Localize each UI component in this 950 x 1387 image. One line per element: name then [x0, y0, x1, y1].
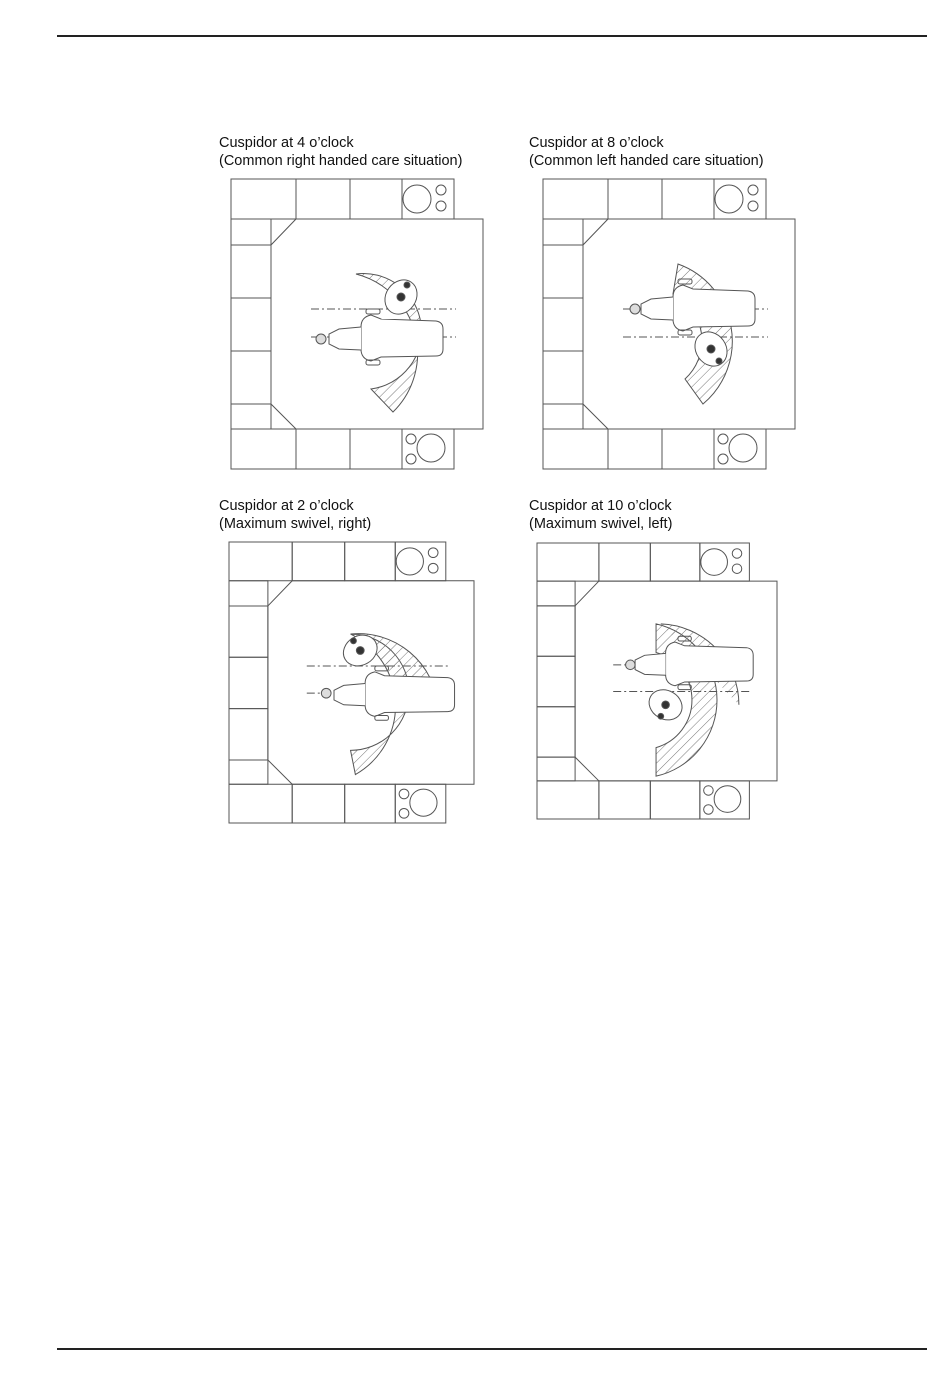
- cabinet-top-3: [350, 179, 402, 219]
- caption-title: Cuspidor at 2 o’clock: [219, 498, 354, 514]
- cabinet-top-3: [650, 543, 700, 581]
- cabinet-top-1: [231, 179, 296, 219]
- cabinet-bottom-3: [350, 429, 402, 469]
- caption-title: Cuspidor at 8 o’clock: [529, 135, 664, 151]
- sink-bottom: [402, 429, 454, 469]
- cabinet-left-1: [537, 581, 575, 606]
- dental-chair: [666, 642, 754, 686]
- cabinet-left-5: [543, 404, 583, 429]
- sink-top: [402, 179, 454, 219]
- sink-bottom: [714, 429, 766, 469]
- sink-bottom: [700, 781, 750, 819]
- cabinet-top-3: [662, 179, 714, 219]
- cabinet-left-4: [543, 351, 583, 404]
- cabinet-left-3: [229, 657, 268, 708]
- cuspidor: [321, 688, 331, 698]
- cabinet-left-2: [231, 245, 271, 298]
- cabinet-top-1: [229, 542, 292, 581]
- footer-rule: [57, 1348, 927, 1350]
- cabinet-top-2: [292, 542, 345, 581]
- sink-top: [395, 542, 446, 581]
- caption-cuspidor-4-oclock: [219, 134, 462, 170]
- caption-cuspidor-2-oclock: [219, 497, 371, 533]
- header-rule: [57, 35, 927, 37]
- floorplan-cuspidor-8-oclock: [543, 179, 795, 469]
- floorplan-cuspidor-10-oclock: [537, 543, 777, 819]
- dental-chair: [361, 315, 443, 361]
- cabinet-left-5: [229, 760, 268, 784]
- cabinet-left-5: [231, 404, 271, 429]
- sink-bottom: [395, 784, 446, 823]
- cabinet-left-2: [537, 606, 575, 656]
- caption-cuspidor-10-oclock: [529, 497, 672, 533]
- caption-subtitle: (Common left handed care situation): [529, 153, 764, 169]
- cabinet-bottom-3: [345, 784, 396, 823]
- cuspidor: [626, 660, 636, 670]
- cabinet-top-1: [543, 179, 608, 219]
- caption-cuspidor-8-oclock: [529, 134, 764, 170]
- cabinet-left-1: [231, 219, 271, 245]
- cabinet-bottom-1: [231, 429, 296, 469]
- sink-top: [714, 179, 766, 219]
- cabinet-bottom-2: [599, 781, 650, 819]
- cabinet-top-3: [345, 542, 396, 581]
- floorplan-cuspidor-2-oclock: [229, 542, 474, 823]
- assistant-stool: [644, 684, 688, 726]
- cabinet-left-3: [231, 298, 271, 351]
- cabinet-bottom-2: [292, 784, 345, 823]
- cabinet-bottom-1: [537, 781, 599, 819]
- cabinet-top-2: [296, 179, 350, 219]
- cabinet-left-3: [537, 656, 575, 706]
- caption-subtitle: (Maximum swivel, right): [219, 516, 372, 532]
- cabinet-left-4: [229, 709, 268, 760]
- cabinet-left-3: [543, 298, 583, 351]
- cabinet-bottom-2: [296, 429, 350, 469]
- cabinet-bottom-3: [662, 429, 714, 469]
- cabinet-top-2: [599, 543, 650, 581]
- cabinet-top-1: [537, 543, 599, 581]
- cabinet-left-1: [229, 581, 268, 606]
- cabinet-left-4: [231, 351, 271, 404]
- sink-top: [700, 543, 750, 581]
- cabinet-left-4: [537, 707, 575, 757]
- caption-subtitle: (Common right handed care situation): [219, 153, 463, 169]
- dental-chair: [673, 285, 755, 331]
- caption-subtitle: (Maximum swivel, left): [529, 516, 673, 532]
- caption-title: Cuspidor at 10 o’clock: [529, 498, 672, 514]
- cabinet-bottom-1: [543, 429, 608, 469]
- cabinet-top-2: [608, 179, 662, 219]
- cabinet-left-1: [543, 219, 583, 245]
- cabinet-left-5: [537, 757, 575, 781]
- dental-chair: [365, 672, 454, 717]
- cuspidor: [630, 304, 640, 314]
- floorplan-cuspidor-4-oclock: [231, 179, 483, 469]
- cuspidor: [316, 334, 326, 344]
- cabinet-bottom-2: [608, 429, 662, 469]
- caption-title: Cuspidor at 4 o’clock: [219, 135, 354, 151]
- cabinet-left-2: [543, 245, 583, 298]
- cabinet-bottom-1: [229, 784, 292, 823]
- cabinet-bottom-3: [650, 781, 700, 819]
- cabinet-left-2: [229, 606, 268, 657]
